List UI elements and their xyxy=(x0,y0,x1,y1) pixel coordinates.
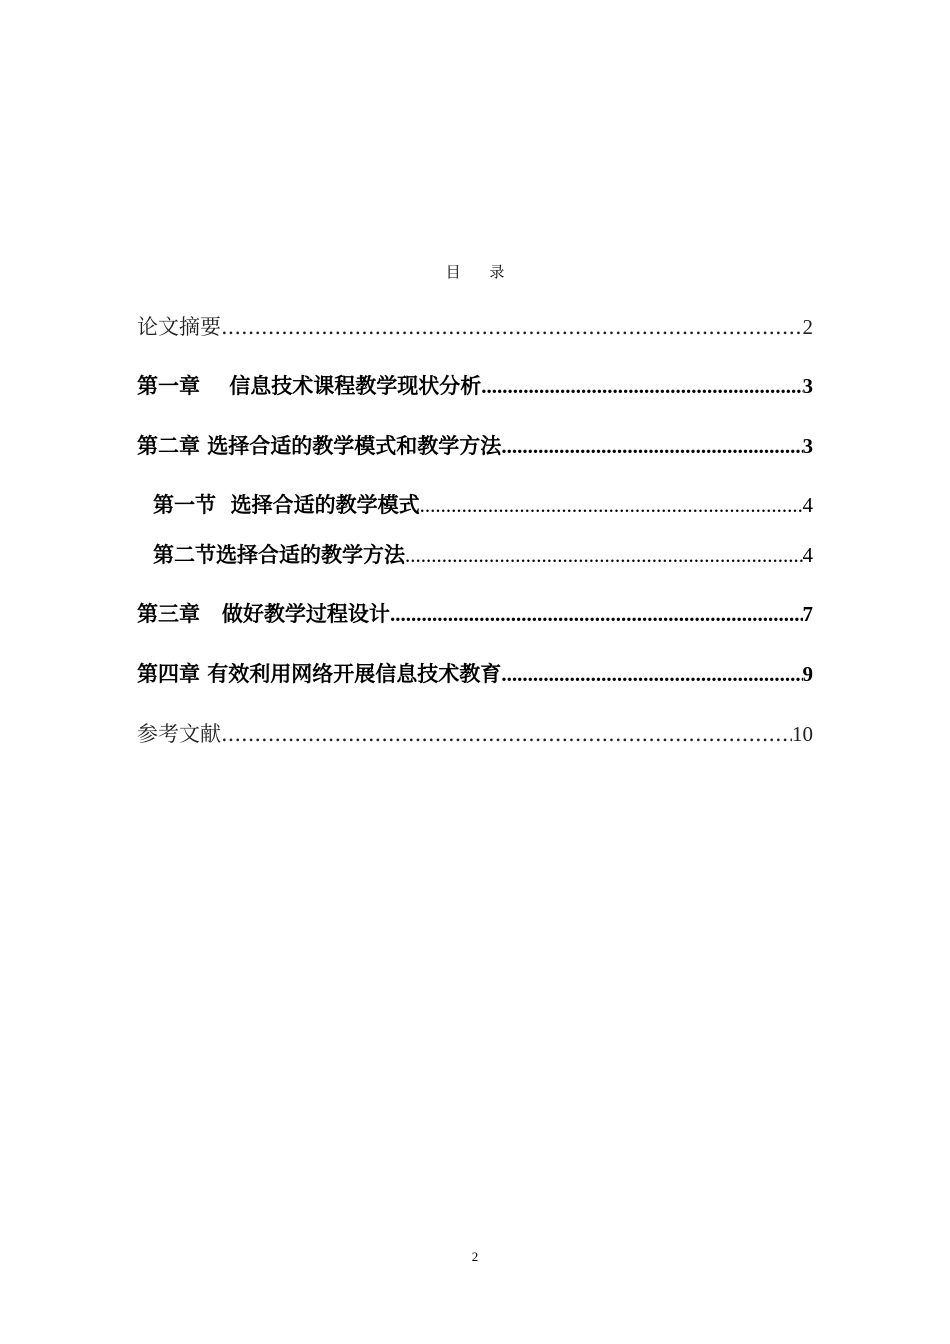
toc-dot-leader xyxy=(405,540,803,570)
toc-dot-leader xyxy=(501,659,802,689)
toc-entry-label: 论文摘要 xyxy=(137,315,221,339)
toc-dot-leader xyxy=(420,490,803,520)
page-number: 2 xyxy=(471,1249,479,1264)
toc-entry-page: 7 xyxy=(802,602,813,626)
toc-entry-page: 10 xyxy=(792,722,813,746)
toc-entry-page: 9 xyxy=(802,662,813,686)
toc-entry-references[interactable] xyxy=(137,719,813,749)
toc-entry-page: 4 xyxy=(802,493,813,517)
toc-title: 目 录 xyxy=(445,263,517,281)
toc-entry-label: 第二节选择合适的教学方法 xyxy=(153,543,405,567)
toc-entry-chapter-4[interactable] xyxy=(137,659,813,689)
toc-entry-page: 3 xyxy=(802,374,813,398)
toc-entry-chapter-2[interactable] xyxy=(137,431,813,461)
toc-entry-label: 第一章 信息技术课程教学现状分析 xyxy=(137,374,482,398)
toc-entry-label: 参考文献 xyxy=(137,722,221,746)
toc-entry-abstract[interactable] xyxy=(137,312,813,342)
toc-entry-page: 4 xyxy=(802,543,813,567)
toc-dot-leader xyxy=(481,371,802,401)
toc-entry-chapter-1[interactable] xyxy=(137,371,813,401)
toc-dot-leader xyxy=(221,719,792,749)
toc-dot-leader xyxy=(221,312,803,342)
toc-entry-page: 3 xyxy=(802,434,813,458)
toc-dot-leader xyxy=(501,431,802,461)
toc-entry-label: 第一节 选择合适的教学模式 xyxy=(153,493,420,517)
toc-entry-label: 第二章 选择合适的教学模式和教学方法 xyxy=(137,434,502,458)
toc-entry-section-2-1[interactable] xyxy=(137,490,813,520)
toc-dot-leader xyxy=(390,599,803,629)
toc-entry-page: 2 xyxy=(802,315,813,339)
toc-entry-label: 第三章 做好教学过程设计 xyxy=(137,602,390,626)
toc-entry-chapter-3[interactable] xyxy=(137,599,813,629)
toc-entry-section-2-2[interactable] xyxy=(137,540,813,570)
toc-entry-label: 第四章 有效利用网络开展信息技术教育 xyxy=(137,662,502,686)
